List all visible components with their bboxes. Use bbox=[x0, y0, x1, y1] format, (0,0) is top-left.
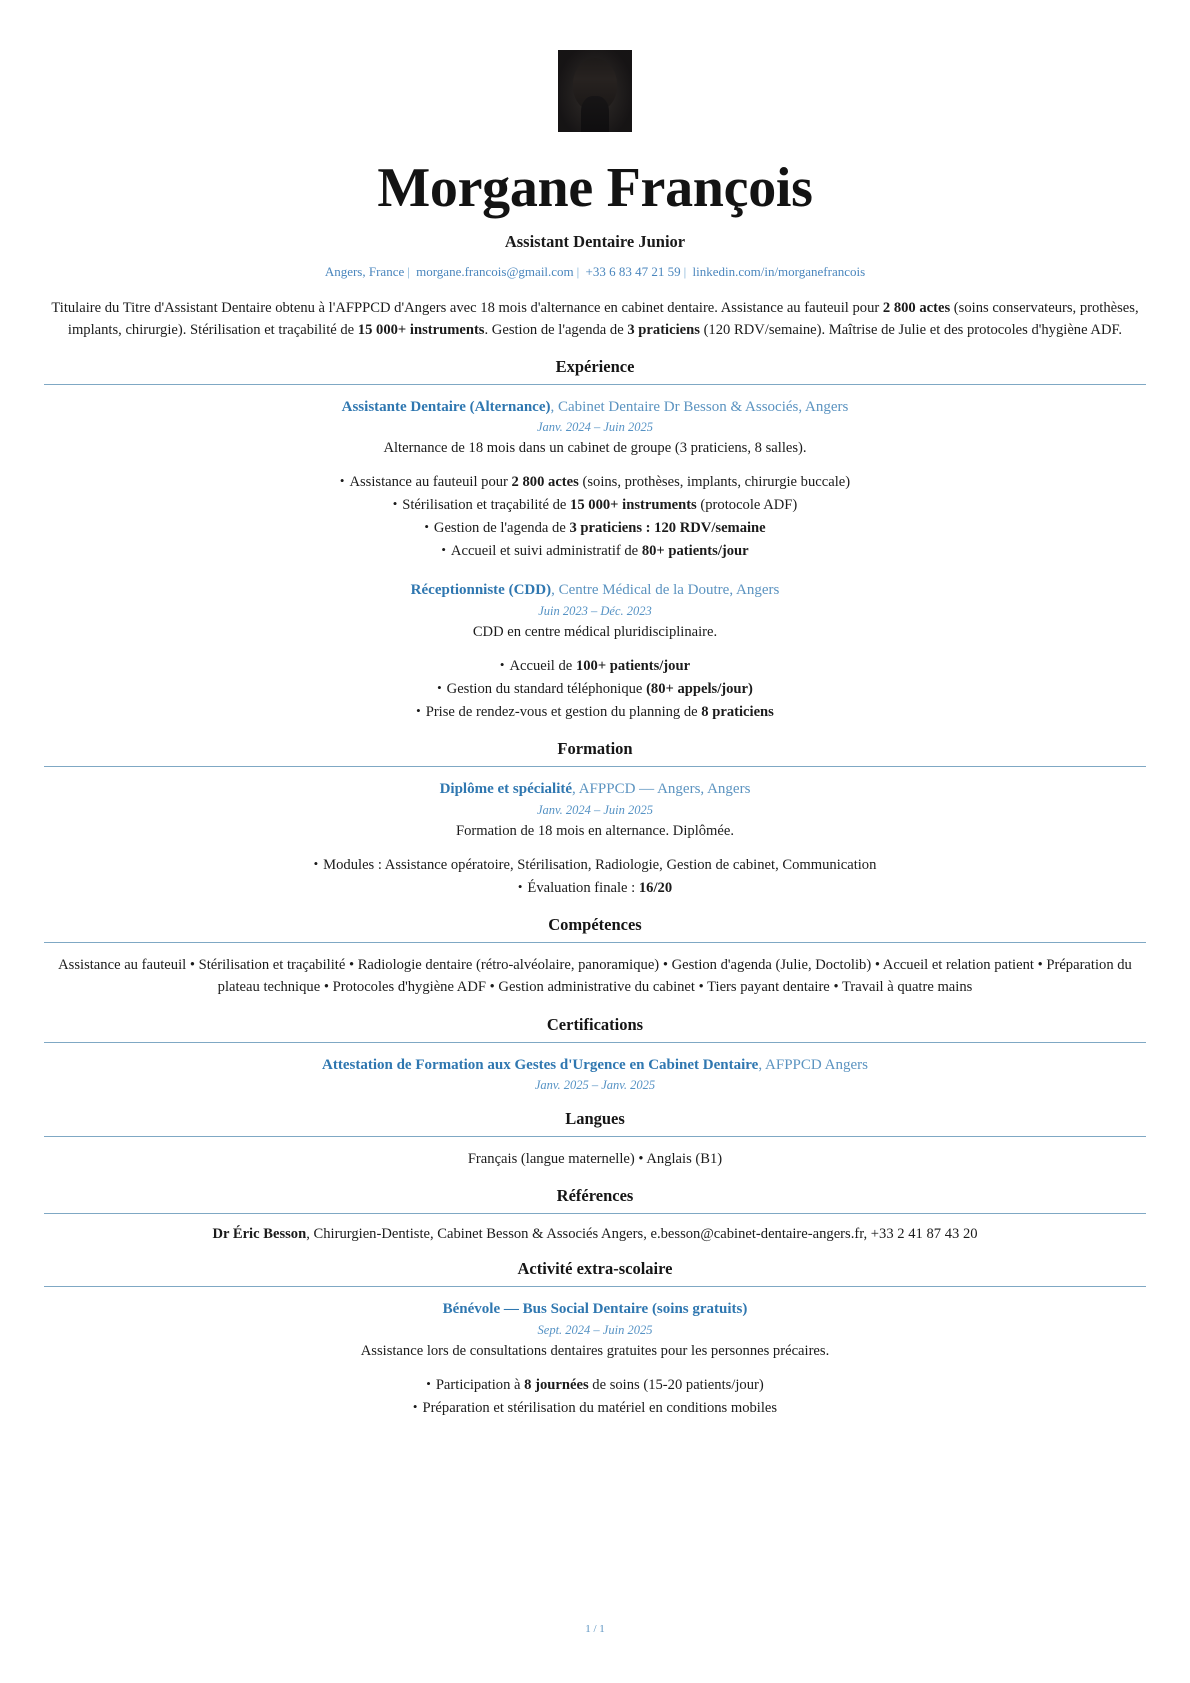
list-item: Préparation du plateau technique bbox=[217, 957, 1132, 996]
list-item: Protocoles d'hygiène ADF bbox=[332, 979, 486, 996]
body-text: . Gestion de l'agenda de bbox=[484, 321, 628, 338]
list-item bbox=[44, 701, 1146, 724]
portrait-photo bbox=[558, 50, 632, 132]
section-divider bbox=[44, 766, 1146, 767]
list-item bbox=[44, 678, 1146, 701]
resume-entry bbox=[44, 1299, 1146, 1419]
contact-phone[interactable]: +33 6 83 47 21 59 bbox=[585, 264, 681, 280]
body-text: (soins conservateurs, prothèses, implants, chirurgie). Stérilisation et traçabilité de bbox=[67, 300, 1139, 338]
body-text: (soins, prothèses, implants, chirurgie buccale) bbox=[578, 473, 851, 490]
body-text: Assistance au fauteuil pour bbox=[349, 473, 512, 490]
emphasis-text: Dr Éric Besson bbox=[212, 1226, 307, 1243]
langues-list bbox=[44, 1149, 1146, 1171]
section-experience bbox=[44, 357, 1146, 724]
body-text: Modules : Assistance opératoire, Stérilisation, Radiologie, Gestion de cabinet, Communication bbox=[323, 856, 877, 873]
entry-description: Alternance de 18 mois dans un cabinet de groupe (3 praticiens, 8 salles). bbox=[383, 439, 807, 456]
entry-bullet-list bbox=[44, 854, 1146, 900]
body-text: Prise de rendez-vous et gestion du planning de bbox=[425, 703, 702, 720]
section-title-certifications: Certifications bbox=[546, 1014, 644, 1034]
contact-location: Angers, France bbox=[324, 264, 405, 280]
entry-role: Attestation de Formation aux Gestes d'Urgence en Cabinet Dentaire bbox=[322, 1056, 759, 1073]
formation-entries bbox=[44, 779, 1146, 899]
emphasis-text: 15 000+ instruments bbox=[570, 496, 697, 513]
body-text: Gestion de l'agenda de bbox=[433, 519, 570, 536]
emphasis-text: 3 praticiens : 120 RDV/semaine bbox=[569, 519, 766, 536]
body-text: Gestion du standard téléphonique bbox=[446, 680, 647, 697]
list-item bbox=[44, 854, 1146, 877]
resume-entry bbox=[44, 580, 1146, 723]
contact-email[interactable]: morgane.francois@gmail.com bbox=[416, 264, 574, 280]
list-item: Stérilisation et traçabilité bbox=[198, 957, 346, 974]
entry-header bbox=[44, 1055, 1146, 1075]
section-formation bbox=[44, 739, 1146, 899]
entry-organization: , Centre Médical de la Doutre, Angers bbox=[551, 582, 780, 599]
bullet-separator: • bbox=[320, 979, 333, 996]
section-divider bbox=[44, 1213, 1146, 1214]
list-item: Gestion d'agenda (Julie, Doctolib) bbox=[671, 957, 872, 974]
bullet-separator: • bbox=[829, 979, 842, 996]
section-certifications bbox=[44, 1015, 1146, 1093]
entry-date: Juin 2023 – Déc. 2023 bbox=[538, 603, 652, 618]
section-title-extra-curricular: Activité extra-scolaire bbox=[517, 1259, 673, 1279]
list-item bbox=[44, 494, 1146, 517]
entry-description: CDD en centre médical pluridisciplinaire. bbox=[472, 623, 718, 640]
body-text: Évaluation finale : bbox=[527, 879, 639, 896]
page-title: Morgane François bbox=[377, 157, 813, 219]
entry-date: Janv. 2025 – Janv. 2025 bbox=[534, 1077, 656, 1092]
bullet-separator: • bbox=[694, 979, 708, 996]
body-text: Titulaire du Titre d'Assistant Dentaire obtenu à l'AFPPCD d'Angers avec 18 mois d'alternance en cabinet dentaire. Assistance au fauteuil pour bbox=[51, 300, 883, 317]
emphasis-text: 15 000+ instruments bbox=[357, 321, 485, 338]
body-text: Accueil et suivi administratif de bbox=[450, 542, 642, 559]
section-langues bbox=[44, 1109, 1146, 1171]
entry-date: Janv. 2024 – Juin 2025 bbox=[536, 802, 654, 817]
list-item: Travail à quatre mains bbox=[841, 979, 973, 996]
reference-entry bbox=[44, 1226, 1146, 1243]
entry-role: Diplôme et spécialité bbox=[439, 781, 573, 798]
emphasis-text: (80+ appels/jour) bbox=[646, 680, 753, 697]
section-divider bbox=[44, 1286, 1146, 1287]
section-divider bbox=[44, 1042, 1146, 1043]
list-item bbox=[44, 877, 1146, 900]
resume-entry bbox=[44, 1055, 1146, 1093]
list-item: Accueil et relation patient bbox=[882, 957, 1034, 974]
body-text: Préparation et stérilisation du matériel en conditions mobiles bbox=[422, 1399, 778, 1416]
section-title-formation: Formation bbox=[557, 739, 633, 759]
emphasis-text: 2 800 actes bbox=[882, 300, 951, 317]
section-references bbox=[44, 1186, 1146, 1243]
entry-description: Formation de 18 mois en alternance. Diplômée. bbox=[455, 822, 734, 839]
emphasis-text: 8 journées bbox=[524, 1376, 589, 1393]
section-divider bbox=[44, 384, 1146, 385]
entry-date: Janv. 2024 – Juin 2025 bbox=[536, 419, 654, 434]
entry-header bbox=[44, 580, 1146, 600]
body-text: (protocole ADF) bbox=[696, 496, 798, 513]
list-item: Tiers payant dentaire bbox=[707, 979, 830, 996]
entry-date: Sept. 2024 – Juin 2025 bbox=[537, 1322, 653, 1337]
emphasis-text: 80+ patients/jour bbox=[641, 542, 749, 559]
section-title-references: Références bbox=[556, 1186, 634, 1206]
resume-entry bbox=[44, 397, 1146, 563]
bullet-separator: • bbox=[486, 979, 499, 996]
entry-bullet-list bbox=[44, 1374, 1146, 1420]
bullet-separator: • bbox=[345, 957, 358, 974]
photo-container bbox=[44, 50, 1146, 137]
headline: Assistant Dentaire Junior bbox=[504, 232, 686, 252]
page-footer: 1 / 1 bbox=[585, 1623, 605, 1635]
entry-organization: , Cabinet Dentaire Dr Besson & Associés, Angers bbox=[550, 398, 849, 415]
entry-header bbox=[44, 1299, 1146, 1319]
list-item bbox=[44, 540, 1146, 563]
entry-description: Assistance lors de consultations dentaires gratuites pour les personnes précaires. bbox=[360, 1342, 830, 1359]
entry-role: Bénévole — Bus Social Dentaire (soins gratuits) bbox=[442, 1301, 748, 1318]
list-item bbox=[44, 471, 1146, 494]
list-item bbox=[44, 655, 1146, 678]
list-item: Assistance au fauteuil bbox=[58, 957, 187, 974]
entry-role: Assistante Dentaire (Alternance) bbox=[341, 398, 551, 415]
certifications-entries bbox=[44, 1055, 1146, 1093]
bullet-separator: • bbox=[659, 957, 672, 974]
entry-role: Réceptionniste (CDD) bbox=[410, 582, 552, 599]
emphasis-text: 3 praticiens bbox=[627, 321, 700, 338]
competences-list bbox=[44, 955, 1146, 998]
body-text: Stérilisation et traçabilité de bbox=[402, 496, 571, 513]
list-item: Français (langue maternelle) bbox=[467, 1150, 635, 1167]
entry-organization: , AFPPCD — Angers, Angers bbox=[572, 781, 751, 798]
entry-bullet-list bbox=[44, 471, 1146, 563]
section-extra-curricular bbox=[44, 1259, 1146, 1419]
summary-paragraph bbox=[44, 298, 1146, 340]
contact-separator: | bbox=[407, 264, 410, 280]
emphasis-text: 2 800 actes bbox=[511, 473, 579, 490]
contact-linkedin[interactable]: linkedin.com/in/morganefrancois bbox=[692, 264, 866, 280]
entry-header bbox=[44, 779, 1146, 799]
entry-organization: , AFPPCD Angers bbox=[758, 1056, 868, 1073]
list-item: Anglais (B1) bbox=[646, 1150, 723, 1167]
body-text: Accueil de bbox=[509, 657, 576, 674]
section-title-langues: Langues bbox=[565, 1108, 625, 1128]
body-text: Participation à bbox=[435, 1376, 525, 1393]
bullet-separator: • bbox=[186, 957, 199, 974]
bullet-separator: • bbox=[871, 957, 883, 974]
contact-line bbox=[44, 264, 1146, 280]
emphasis-text: 100+ patients/jour bbox=[575, 657, 691, 674]
emphasis-text: 16/20 bbox=[638, 879, 673, 896]
body-text: de soins (15-20 patients/jour) bbox=[588, 1376, 764, 1393]
list-item bbox=[44, 517, 1146, 540]
section-title-experience: Expérience bbox=[555, 356, 635, 376]
list-item: Gestion administrative du cabinet bbox=[498, 979, 695, 996]
contact-separator: | bbox=[576, 264, 580, 280]
entry-header bbox=[44, 397, 1146, 417]
section-title-competences: Compétences bbox=[548, 915, 642, 935]
experience-entries bbox=[44, 397, 1146, 724]
contact-separator: | bbox=[683, 264, 687, 280]
emphasis-text: 8 praticiens bbox=[701, 703, 774, 720]
body-text: (120 RDV/semaine). Maîtrise de Julie et des protocoles d'hygiène ADF. bbox=[699, 321, 1123, 338]
list-item bbox=[44, 1374, 1146, 1397]
list-item bbox=[44, 1397, 1146, 1420]
section-divider bbox=[44, 942, 1146, 943]
list-item: Radiologie dentaire (rétro-alvéolaire, panoramique) bbox=[357, 957, 660, 974]
resume-entry bbox=[44, 779, 1146, 899]
entry-bullet-list bbox=[44, 655, 1146, 724]
extra-entries bbox=[44, 1299, 1146, 1419]
body-text: , Chirurgien-Dentiste, Cabinet Besson & Associés Angers, e.besson@cabinet-dentaire-angers.fr, +33 2 41 87 43 20 bbox=[306, 1226, 978, 1243]
bullet-separator: • bbox=[1033, 957, 1047, 974]
section-competences bbox=[44, 915, 1146, 998]
bullet-separator: • bbox=[634, 1150, 647, 1167]
section-divider bbox=[44, 1136, 1146, 1137]
